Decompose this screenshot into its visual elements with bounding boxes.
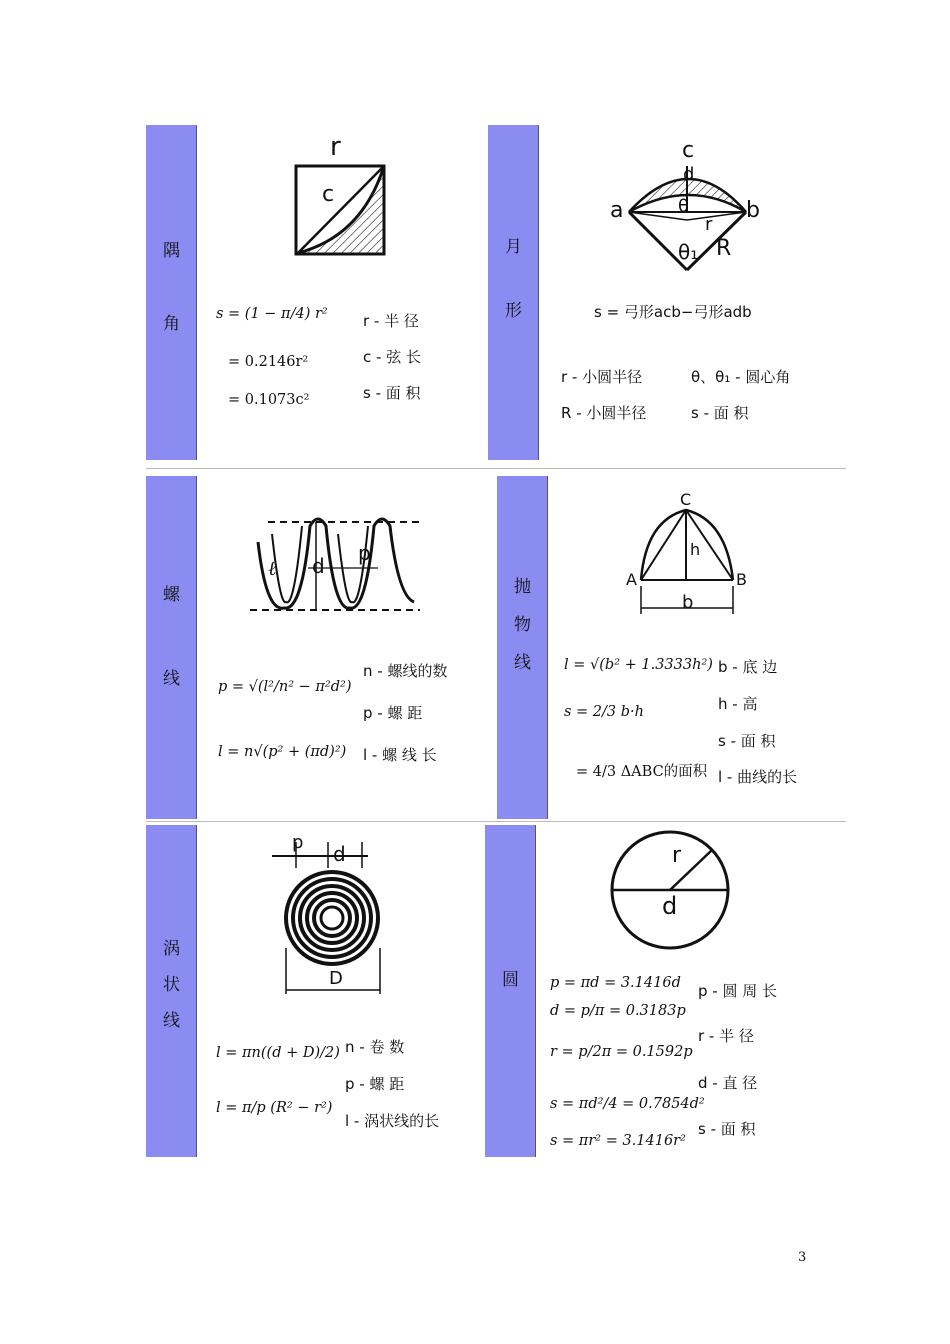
crescent-legend-1: r - 小圆半径 — [561, 368, 643, 386]
crescent-label-R: R — [716, 236, 732, 261]
corner-legend-1: r - 半 径 — [363, 312, 419, 330]
parabola-label-C: C — [680, 490, 692, 509]
crescent-legend-3: R - 小圆半径 — [561, 404, 647, 422]
tab-circle — [485, 825, 536, 1157]
separator — [146, 821, 846, 822]
circle-figure — [606, 826, 736, 956]
corner-legend-2: c - 弦 长 — [363, 348, 421, 366]
circle-legend-2: r - 半 径 — [698, 1027, 754, 1045]
parabola-legend-1: b - 底 边 — [718, 658, 778, 676]
parabola-label-h: h — [690, 540, 701, 559]
crescent-formula-1: s = 弓形acb−弓形adb — [594, 303, 752, 321]
tab-parabola-char-3: 线 — [514, 653, 531, 673]
circle-formula-4: s = πd²/4 = 0.7854d² — [550, 1096, 705, 1112]
tab-spiral-char-1: 涡 — [163, 939, 180, 959]
spiral-formula-2: l = π/p (R² − r²) — [216, 1100, 333, 1116]
helix-legend-1: n - 螺线的数 — [363, 662, 448, 680]
corner-formula-2: = 0.2146r² — [228, 354, 309, 370]
corner-formula-3: = 0.1073c² — [228, 392, 310, 408]
tab-spiral-char-2: 状 — [163, 975, 180, 995]
helix-label-p: p — [358, 541, 371, 565]
corner-formula-1: s = (1 − π/4) r² — [216, 306, 328, 322]
parabola-legend-2: h - 高 — [718, 695, 758, 713]
corner-legend-3: s - 面 积 — [363, 384, 421, 402]
tab-helix-char-2: 线 — [163, 669, 180, 689]
spiral-label-d: d — [333, 842, 346, 866]
helix-label-d: d — [312, 554, 325, 578]
helix-formula-1: p = √(l²/n² − π²d²) — [218, 679, 352, 695]
crescent-label-d: d — [683, 164, 695, 185]
helix-formula-2: l = n√(p² + (πd)²) — [218, 744, 347, 760]
spiral-label-p: p — [292, 832, 304, 853]
crescent-label-theta: θ — [678, 196, 690, 217]
page-number: 3 — [798, 1250, 807, 1265]
circle-formula-1: p = πd = 3.1416d — [550, 975, 681, 991]
tab-corner — [146, 125, 197, 460]
parabola-label-A: A — [626, 570, 637, 589]
tab-corner-char-2: 角 — [163, 314, 180, 334]
circle-formula-3: r = p/2π = 0.1592p — [550, 1044, 693, 1060]
spiral-legend-2: p - 螺 距 — [345, 1075, 405, 1093]
crescent-label-theta1: θ₁ — [678, 240, 699, 264]
tab-spiral-char-3: 线 — [163, 1011, 180, 1031]
tab-helix-char-1: 螺 — [163, 585, 180, 605]
crescent-label-b: b — [746, 198, 760, 223]
circle-label-r: r — [672, 843, 682, 868]
corner-label-r: r — [330, 132, 341, 162]
separator — [146, 468, 846, 469]
tab-corner-char-1: 隅 — [163, 241, 180, 261]
crescent-legend-2: θ、θ₁ - 圆心角 — [691, 368, 791, 386]
corner-label-c: c — [322, 182, 335, 207]
circle-formula-2: d = p/π = 0.3183p — [550, 1003, 686, 1019]
parabola-formula-3: = 4/3 ΔABC的面积 — [576, 764, 708, 780]
circle-legend-1: p - 圆 周 长 — [698, 982, 778, 1000]
helix-legend-3: l - 螺 线 长 — [363, 746, 437, 764]
parabola-legend-3: s - 面 积 — [718, 732, 776, 750]
corner-figure — [292, 158, 392, 258]
spiral-formula-1: l = πn((d + D)/2) — [216, 1045, 340, 1061]
parabola-formula-2: s = 2/3 b·h — [564, 704, 644, 720]
crescent-label-a: a — [610, 198, 624, 223]
tab-circle-char-1: 圆 — [502, 970, 519, 990]
crescent-label-r: r — [705, 214, 713, 235]
tab-crescent-char-2: 形 — [505, 301, 522, 321]
helix-label-l: ℓ — [268, 556, 277, 580]
crescent-legend-4: s - 面 积 — [691, 404, 749, 422]
spiral-legend-1: n - 卷 数 — [345, 1038, 405, 1056]
parabola-label-B: B — [736, 570, 747, 589]
spiral-legend-3: l - 涡状线的长 — [345, 1112, 440, 1130]
tab-parabola-char-2: 物 — [514, 615, 531, 635]
helix-legend-2: p - 螺 距 — [363, 704, 423, 722]
tab-helix — [146, 476, 197, 819]
parabola-label-b: b — [682, 592, 694, 613]
parabola-formula-1: l = √(b² + 1.3333h²) — [564, 657, 713, 673]
tab-crescent-char-1: 月 — [505, 237, 522, 257]
spiral-label-D: D — [329, 968, 343, 989]
circle-formula-5: s = πr² = 3.1416r² — [550, 1133, 686, 1149]
circle-label-d: d — [662, 892, 678, 920]
crescent-label-c: c — [682, 138, 695, 163]
circle-legend-3: d - 直 径 — [698, 1074, 758, 1092]
parabola-legend-4: l - 曲线的长 — [718, 768, 798, 786]
tab-crescent — [488, 125, 539, 460]
circle-legend-4: s - 面 积 — [698, 1120, 756, 1138]
tab-parabola-char-1: 抛 — [514, 577, 531, 597]
